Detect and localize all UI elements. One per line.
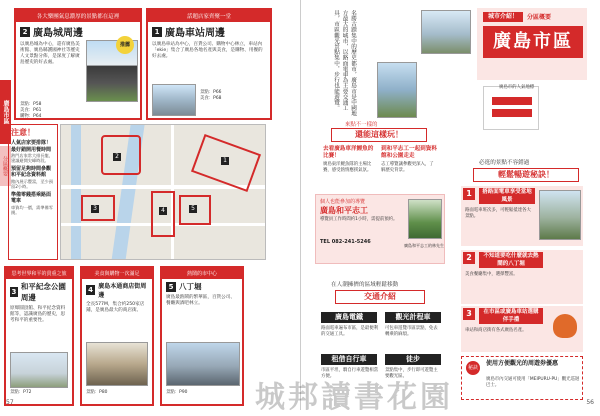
guide-title: 廣島和平志工	[320, 206, 368, 215]
river	[71, 125, 81, 260]
info-links	[86, 390, 107, 396]
card-head: 美食與購物一次滿足	[82, 268, 152, 279]
left-page	[0, 0, 300, 410]
area-map	[60, 124, 266, 260]
city-photo	[377, 62, 417, 118]
card-text: 以廣島城為中心，還有廣島美術館、廣島縣護國神社等歷史人文景點分佈，是深度了解廣島歷史的好去處。	[20, 42, 80, 65]
sign-bar	[492, 97, 532, 105]
secret-number: 1	[463, 188, 475, 200]
map-pin[interactable]: 4	[159, 207, 167, 215]
guide-text: 導覽員工作時間約1小時，需提前預約。	[320, 217, 398, 222]
arcade-photo	[86, 342, 148, 386]
area-number: 5	[166, 282, 176, 292]
info-link[interactable]: 景點：P80	[86, 390, 108, 395]
area-number: 3	[11, 288, 17, 296]
header-tag: 城市介紹！	[483, 12, 523, 22]
caution-item: 準備零錢搭乘路面電車	[11, 191, 52, 205]
fun-item-text: 廣島東洋鯉魚隊的主場比賽，感受熱情應援氣氛。	[323, 162, 372, 173]
section-title: 還能這樣玩！	[331, 128, 427, 142]
header-sub: 分區概要	[527, 14, 552, 21]
area-number: 1	[152, 27, 162, 37]
guide-box	[315, 194, 445, 264]
caution-text: 館內展示豐富，至少預留2小時。	[11, 178, 53, 190]
sign-bar	[492, 109, 532, 117]
fun-item-title: 到和平志工一起到資料館和公園走走	[381, 146, 437, 159]
caution-box	[8, 124, 58, 260]
card-text: 原爆圓頂館、和平紀念資料館等，認識廣島的歷史，思考和平的重要性。	[10, 306, 66, 323]
guide-photo	[408, 199, 442, 239]
area-card-shopping-street	[80, 266, 154, 406]
street-photo	[166, 342, 240, 386]
area-card-castle	[14, 8, 142, 120]
caution-title: 注意！	[11, 128, 35, 137]
area-card-peace-park	[4, 266, 74, 406]
info-link[interactable]: 景點：P58	[20, 102, 42, 107]
map-pin[interactable]: 3	[91, 205, 99, 213]
info-link[interactable]: 美食：P68	[200, 95, 222, 101]
info-link[interactable]: 景點：P72	[10, 390, 32, 395]
title-block	[477, 8, 587, 80]
card-title	[148, 22, 270, 41]
card-title-text: 廣島本通商店街周邊	[98, 283, 147, 299]
card-head: 各大樂團氣息濃厚的景點都在這裡	[16, 10, 140, 22]
intro-vertical-text: 名勝古蹟集中的歷史都市，廣島市是中國地方最大的城市，以路面電車為主要交通工具，市區觀光景點集中，步行也能遊覽。	[333, 10, 356, 117]
page-title: 廣島市區	[483, 26, 583, 58]
transport-text: 可包車遊覽市區景點，免去轉乘的麻煩。	[385, 326, 438, 337]
info-link[interactable]: 美食：P61	[20, 107, 42, 113]
page-number: 56	[586, 399, 594, 406]
tip-text: 廣島市內交通可使用「MEIPURU-PU」觀光巡迴巴士。	[486, 377, 580, 388]
guide-label: 個人也能參加的導覽	[320, 199, 366, 205]
right-page	[300, 0, 600, 410]
station-photo	[152, 84, 196, 116]
secret-2	[461, 250, 583, 304]
city-photo	[421, 10, 471, 54]
info-links	[166, 390, 187, 396]
signpost	[483, 86, 539, 130]
info-links	[10, 390, 31, 396]
area-number: 4	[86, 285, 95, 295]
map-caption: 廣島市的人氣地標	[499, 85, 535, 90]
map-pin[interactable]: 5	[189, 205, 197, 213]
card-title-text: 八丁堀	[179, 282, 202, 291]
transport-name: 徒步	[385, 354, 441, 365]
caution-text: 熱門店家常大排長龍，建議避開尖峰時段。	[11, 153, 53, 164]
secret-label: 必逛的景點不容錯過	[479, 160, 530, 166]
card-title	[162, 279, 242, 294]
dome-photo	[10, 352, 68, 388]
map-pin[interactable]: 2	[113, 153, 121, 161]
card-title-text: 廣島車站周邊	[165, 28, 225, 39]
secret-3	[461, 306, 583, 352]
area-card-station	[146, 8, 272, 120]
info-link[interactable]: 景點：P66	[200, 90, 222, 95]
area-card-hatchobori	[160, 266, 244, 406]
secret-1	[461, 186, 583, 246]
secret-text: 車站和商店街有各式廣島名產。	[465, 328, 527, 333]
transport-text: 市區平坦，騎自行車遊覽相當方便。	[321, 368, 379, 379]
side-tab-sub: 分區概要	[0, 146, 11, 186]
secret-heading: 搭路面電車享受當地風景	[479, 188, 535, 204]
maple-icon	[553, 314, 577, 338]
area-outline	[101, 135, 141, 175]
transport-label: 在人潮擁擠的區域輕鬆移動	[331, 282, 399, 288]
caution-text: 車資均一價，需準備零錢。	[11, 204, 53, 216]
transport-text: 路面電車遍布市區，是最便利的交通工具。	[321, 326, 379, 337]
transport-text: 景點集中，步行即可遊覽主要觀光區。	[385, 368, 438, 379]
secret-number: 3	[463, 308, 475, 320]
tip-label: 秘訣	[466, 361, 480, 375]
info-links	[20, 102, 41, 119]
side-tab: 廣島市區	[0, 80, 11, 144]
card-title	[6, 279, 72, 305]
secret-number: 2	[463, 252, 475, 264]
map-pin[interactable]: 1	[221, 157, 229, 165]
fun-item-text: 志工導覽讓參觀更深入，了解歷史背景。	[381, 162, 434, 173]
guide-phone[interactable]: TEL 082-241-5246	[320, 239, 371, 245]
watermark: 城邦讀書花園	[255, 380, 453, 415]
secret-text: 路面電車班次多，可輕鬆抵達各大景點。	[465, 208, 531, 219]
card-title-text: 廣島城周邊	[33, 28, 83, 39]
transport-name: 租借自行車	[321, 354, 377, 365]
info-links	[200, 90, 221, 102]
intro-label: 來點不一樣的	[345, 122, 378, 128]
guide-caption: 廣島和平志工的林先生	[404, 243, 444, 248]
recommend-badge: 推薦	[116, 36, 134, 54]
info-link[interactable]: 景點：P90	[166, 390, 188, 395]
caution-item: 預留足夠時間參觀和平紀念資料館	[11, 165, 52, 179]
transport-name: 廣島電鐵	[321, 312, 377, 323]
area-number: 2	[20, 27, 30, 37]
secret-heading: 不知道要吃什麼就去熱鬧的八丁堀	[479, 252, 543, 268]
tip-box	[461, 356, 583, 400]
secret-title: 輕鬆暢遊秘訣！	[473, 168, 579, 182]
info-link[interactable]: 購物：P64	[20, 113, 42, 119]
secret-text: 美食餐廳集中，選擇豐富。	[465, 272, 518, 277]
tip-title: 使用方便觀光的周遊券優惠	[486, 360, 559, 367]
transport-title: 交通介紹	[335, 290, 425, 304]
card-text: 以廣島車站為中心，百貨公司、購物中心林立，車站內「ekie」集合了廣島各地名產與美食，是購物、用餐的好去處。	[152, 42, 263, 59]
card-head: 話題店家齊聚一堂	[148, 10, 270, 22]
card-text: 廣島最熱鬧的繁華區，百貨公司、餐廳與酒吧林立。	[166, 295, 235, 306]
transport-name: 觀光計程車	[385, 312, 441, 323]
fun-item-title: 去看廣島車洋鯉魚的比賽！	[323, 146, 374, 159]
card-text: 全長577M，集合約250家店鋪，是廣島最大的商店街。	[86, 302, 145, 313]
page-number: 57	[6, 399, 14, 406]
secret-heading: 在市區或廣島車站選購伴手禮	[479, 308, 543, 324]
tram-photo	[539, 190, 581, 240]
card-head: 思考世界和平的貴重之旅	[6, 268, 72, 279]
card-head: 熱鬧的市中心	[162, 268, 242, 279]
card-title-text: 和平紀念公園周邊	[20, 282, 66, 302]
card-title	[82, 279, 152, 301]
caution-item: 人氣店家要排隊！最好錯開用餐時間	[11, 140, 52, 153]
